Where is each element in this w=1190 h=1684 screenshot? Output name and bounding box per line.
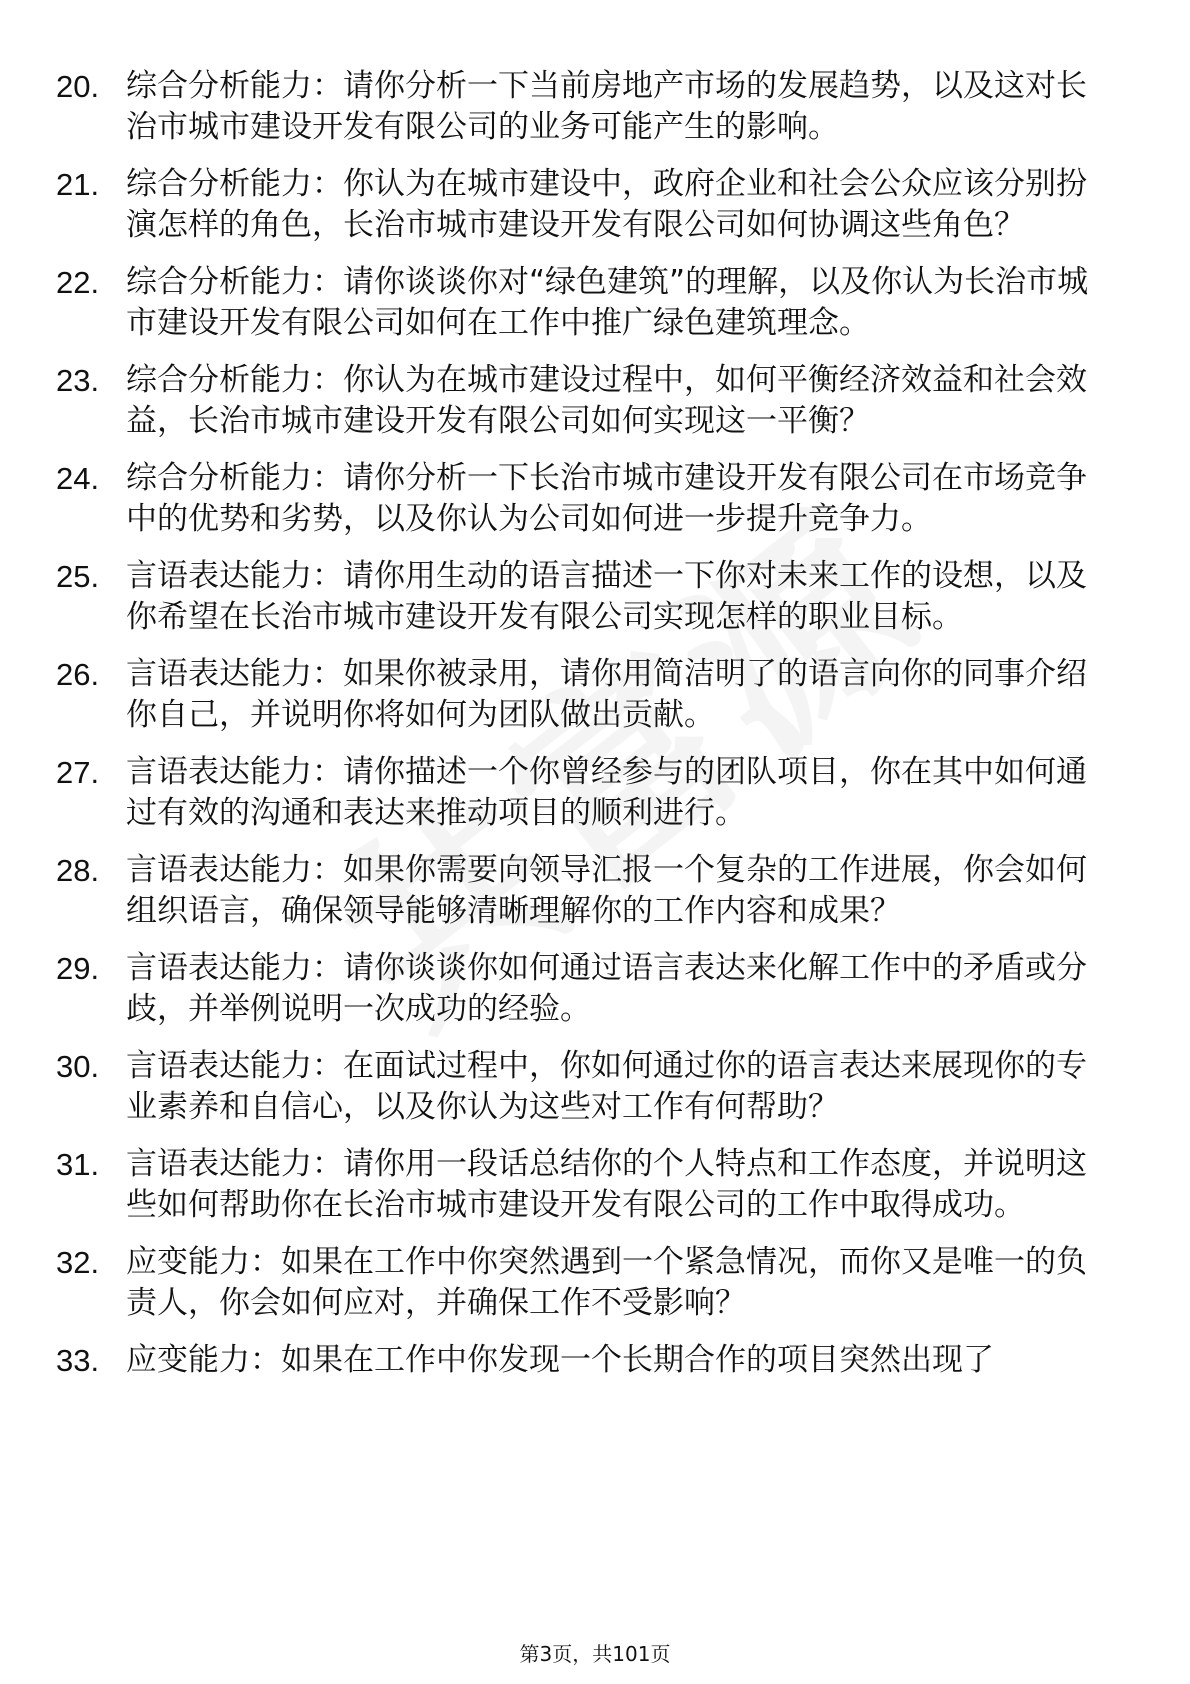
question-number: 20. (56, 69, 100, 104)
question-text: 综合分析能力：你认为在城市建设中，政府企业和社会公众应该分别扮演怎样的角色，长治市城市建设开发有限公司如何协调这些角色？ (126, 166, 1087, 243)
question-number: 29. (56, 951, 100, 986)
question-item (56, 850, 1116, 932)
question-item (56, 654, 1116, 736)
question-number: 31. (56, 1147, 100, 1182)
question-text: 言语表达能力：请你用一段话总结你的个人特点和工作态度，并说明这些如何帮助你在长治市城市建设开发有限公司的工作中取得成功。 (126, 1146, 1087, 1223)
question-text: 言语表达能力：请你描述一个你曾经参与的团队项目，你在其中如何通过有效的沟通和表达来推动项目的顺利进行。 (126, 754, 1087, 831)
question-text: 应变能力：如果在工作中你突然遇到一个紧急情况，而你又是唯一的负责人，你会如何应对，并确保工作不受影响？ (126, 1244, 1087, 1321)
question-item (56, 66, 1116, 148)
question-text: 言语表达能力：如果你被录用，请你用简洁明了的语言向你的同事介绍你自己，并说明你将如何为团队做出贡献。 (126, 656, 1087, 733)
question-number: 33. (56, 1343, 100, 1378)
question-item (56, 1242, 1116, 1324)
question-text: 言语表达能力：在面试过程中，你如何通过你的语言表达来展现你的专业素养和自信心，以及你认为这些对工作有何帮助？ (126, 1048, 1087, 1125)
question-number: 23. (56, 363, 100, 398)
question-number: 26. (56, 657, 100, 692)
question-item (56, 1340, 1116, 1381)
page-footer: 第3页，共101页 (519, 1642, 671, 1666)
question-item (56, 360, 1116, 442)
question-item (56, 948, 1116, 1030)
question-item (56, 458, 1116, 540)
question-text: 言语表达能力：请你谈谈你如何通过语言表达来化解工作中的矛盾或分歧，并举例说明一次成功的经验。 (126, 950, 1087, 1027)
question-number: 25. (56, 559, 100, 594)
question-text: 言语表达能力：请你用生动的语言描述一下你对未来工作的设想，以及你希望在长治市城市建设开发有限公司实现怎样的职业目标。 (126, 558, 1087, 635)
question-text: 综合分析能力：你认为在城市建设过程中，如何平衡经济效益和社会效益，长治市城市建设开发有限公司如何实现这一平衡？ (126, 362, 1087, 439)
question-text: 综合分析能力：请你分析一下当前房地产市场的发展趋势，以及这对长治市城市建设开发有限公司的业务可能产生的影响。 (126, 68, 1087, 145)
question-number: 22. (56, 265, 100, 300)
question-item (56, 1046, 1116, 1128)
question-number: 32. (56, 1245, 100, 1280)
question-number: 27. (56, 755, 100, 790)
question-number: 30. (56, 1049, 100, 1084)
question-text: 应变能力：如果在工作中你发现一个长期合作的项目突然出现了 (126, 1342, 994, 1378)
question-number: 28. (56, 853, 100, 888)
question-item (56, 1144, 1116, 1226)
question-text: 综合分析能力：请你谈谈你对“绿色建筑”的理解，以及你认为长治市城市建设开发有限公司如何在工作中推广绿色建筑理念。 (126, 264, 1089, 341)
question-text: 综合分析能力：请你分析一下长治市城市建设开发有限公司在市场竞争中的优势和劣势，以及你认为公司如何进一步提升竞争力。 (126, 460, 1087, 537)
question-number: 21. (56, 167, 100, 202)
question-item (56, 262, 1116, 344)
question-item (56, 556, 1116, 638)
question-item (56, 752, 1116, 834)
question-text: 言语表达能力：如果你需要向领导汇报一个复杂的工作进展，你会如何组织语言，确保领导能够清晰理解你的工作内容和成果？ (126, 852, 1087, 929)
question-list (56, 66, 1116, 1397)
question-item (56, 164, 1116, 246)
question-number: 24. (56, 461, 100, 496)
